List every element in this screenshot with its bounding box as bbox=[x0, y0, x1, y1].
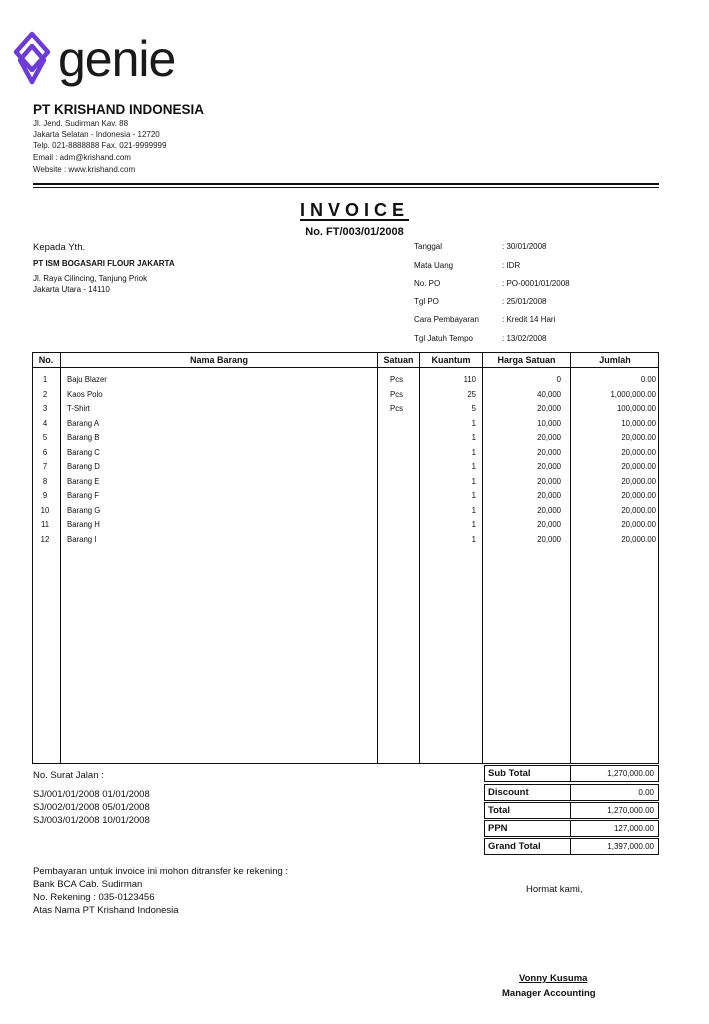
signatory-title: Manager Accounting bbox=[502, 988, 596, 999]
cell-no: 12 bbox=[40, 534, 50, 544]
cell-no: 7 bbox=[42, 462, 48, 471]
totals-divider bbox=[570, 785, 571, 801]
meta-label-po-date: Tgl PO bbox=[414, 297, 439, 306]
cell-quantity: 110 bbox=[463, 375, 476, 384]
totals-divider bbox=[570, 821, 571, 837]
meta-value-currency: : IDR bbox=[502, 261, 521, 270]
cell-amount: 20,000.00 bbox=[621, 505, 656, 515]
cell-item-name: Barang E bbox=[67, 476, 100, 486]
meta-value-date: : 30/01/2008 bbox=[502, 242, 547, 251]
discount-label: Discount bbox=[488, 787, 529, 798]
cell-item-name: Kaos Polo bbox=[67, 389, 103, 399]
logo-text: genie bbox=[58, 31, 176, 87]
cell-no: 5 bbox=[42, 433, 48, 442]
company-city: Jakarta Selatan - Indonesia - 12720 bbox=[33, 130, 160, 139]
cell-unit-price: 20,000 bbox=[537, 491, 561, 500]
subtotal-label: Sub Total bbox=[488, 768, 531, 779]
cell-no: 8 bbox=[42, 476, 48, 486]
payment-bank: Bank BCA Cab. Sudirman bbox=[33, 879, 143, 890]
cell-quantity: 1 bbox=[471, 418, 476, 428]
cell-amount: 20,000.00 bbox=[621, 476, 656, 486]
cell-item-name: Barang H bbox=[67, 520, 100, 529]
recipient-address: Jl. Raya Cilincing, Tanjung Priok bbox=[33, 274, 148, 283]
table-row bbox=[32, 417, 659, 432]
cell-unit: Pcs bbox=[390, 375, 403, 384]
cell-amount: 100,000.00 bbox=[616, 404, 656, 413]
cell-unit-price: 20,000 bbox=[537, 404, 561, 413]
cell-quantity: 1 bbox=[471, 491, 476, 500]
table-row bbox=[32, 431, 659, 446]
payment-account-name: Atas Nama PT Krishand Indonesia bbox=[33, 905, 179, 916]
total-row bbox=[484, 802, 659, 819]
header-no: No. bbox=[38, 355, 54, 365]
total-value: 1,270,000.00 bbox=[607, 806, 654, 815]
recipient-name: PT ISM BOGASARI FLOUR JAKARTA bbox=[33, 259, 175, 268]
cell-amount: 20,000.00 bbox=[621, 491, 656, 500]
cell-unit-price: 20,000 bbox=[537, 534, 561, 544]
totals-divider bbox=[570, 766, 571, 782]
meta-label-date: Tanggal bbox=[414, 242, 443, 251]
delivery-note-item: SJ/002/01/2008 05/01/2008 bbox=[33, 802, 150, 813]
closing-regards: Hormat kami, bbox=[526, 884, 583, 895]
tax-row bbox=[484, 820, 659, 837]
table-row bbox=[32, 460, 659, 475]
cell-no: 10 bbox=[40, 505, 50, 515]
invoice-number: No. FT/003/01/2008 bbox=[305, 226, 404, 238]
tax-label: PPN bbox=[488, 823, 508, 834]
meta-value-payment-method: : Kredit 14 Hari bbox=[502, 315, 556, 324]
table-row bbox=[32, 504, 659, 519]
table-row bbox=[32, 402, 659, 417]
cell-item-name: Barang F bbox=[67, 491, 100, 500]
payment-instruction: Pembayaran untuk invoice ini mohon ditransfer ke rekening : bbox=[33, 866, 289, 877]
cell-item-name: Barang G bbox=[67, 505, 101, 515]
cell-unit-price: 20,000 bbox=[537, 447, 561, 457]
cell-quantity: 5 bbox=[471, 404, 476, 413]
cell-amount: 20,000.00 bbox=[621, 447, 656, 457]
cell-amount: 20,000.00 bbox=[621, 534, 656, 544]
cell-unit: Pcs bbox=[390, 389, 403, 399]
recipient-city: Jakarta Utara - 14110 bbox=[33, 285, 110, 294]
cell-unit-price: 0 bbox=[556, 375, 561, 384]
delivery-note-label: No. Surat Jalan : bbox=[33, 770, 104, 781]
company-website: Website : www.krishand.com bbox=[33, 165, 136, 174]
totals-divider bbox=[570, 839, 571, 855]
cell-amount: 0.00 bbox=[640, 375, 656, 384]
tax-value: 127,000.00 bbox=[613, 824, 654, 833]
table-row bbox=[32, 489, 659, 504]
grand-total-row bbox=[484, 838, 659, 855]
cell-item-name: Barang D bbox=[67, 462, 100, 471]
header-item-name: Nama Barang bbox=[189, 355, 249, 365]
cell-quantity: 1 bbox=[471, 447, 476, 457]
cell-quantity: 1 bbox=[471, 520, 476, 529]
cell-unit-price: 40,000 bbox=[537, 389, 561, 399]
grand-total-label: Grand Total bbox=[488, 841, 541, 852]
delivery-note-item: SJ/001/01/2008 01/01/2008 bbox=[33, 789, 150, 800]
grand-total-value: 1,397,000.00 bbox=[607, 842, 654, 851]
table-row bbox=[32, 475, 659, 490]
cell-unit: Pcs bbox=[390, 404, 403, 413]
company-phone: Telp. 021-8888888 Fax. 021-9999999 bbox=[33, 141, 167, 150]
cell-no: 1 bbox=[42, 375, 48, 384]
header-amount: Jumlah bbox=[599, 355, 631, 365]
cell-item-name: Baju Blazer bbox=[67, 375, 107, 384]
header-unit: Satuan bbox=[383, 355, 414, 365]
cell-quantity: 1 bbox=[471, 534, 476, 544]
cell-no: 6 bbox=[42, 447, 48, 457]
cell-unit-price: 20,000 bbox=[537, 505, 561, 515]
meta-value-po: : PO-0001/01/2008 bbox=[502, 279, 570, 288]
table-row bbox=[32, 518, 659, 533]
table-row bbox=[32, 533, 659, 548]
meta-label-due-date: Tgl Jatuh Tempo bbox=[414, 334, 473, 343]
delivery-note-item: SJ/003/01/2008 10/01/2008 bbox=[33, 815, 150, 826]
discount-value: 0.00 bbox=[638, 788, 654, 797]
header-divider bbox=[33, 183, 659, 185]
cell-item-name: Barang C bbox=[67, 447, 100, 457]
cell-quantity: 1 bbox=[471, 476, 476, 486]
cell-amount: 20,000.00 bbox=[621, 520, 656, 529]
cell-unit-price: 20,000 bbox=[537, 520, 561, 529]
header-divider-thin bbox=[33, 187, 659, 188]
meta-label-currency: Mata Uang bbox=[414, 261, 454, 270]
genie-logo-icon bbox=[10, 30, 56, 86]
cell-item-name: T-Shirt bbox=[67, 404, 90, 413]
header-unit-price: Harga Satuan bbox=[497, 355, 556, 365]
cell-unit-price: 10,000 bbox=[537, 418, 561, 428]
cell-amount: 20,000.00 bbox=[621, 433, 656, 442]
meta-value-due-date: : 13/02/2008 bbox=[502, 334, 547, 343]
cell-item-name: Barang I bbox=[67, 534, 97, 544]
cell-no: 11 bbox=[40, 520, 50, 529]
cell-quantity: 1 bbox=[471, 462, 476, 471]
cell-amount: 10,000.00 bbox=[621, 418, 656, 428]
cell-quantity: 1 bbox=[471, 433, 476, 442]
signatory-name: Vonny Kusuma bbox=[519, 973, 588, 984]
cell-no: 2 bbox=[42, 389, 48, 399]
cell-quantity: 25 bbox=[467, 389, 476, 399]
discount-row bbox=[484, 784, 659, 801]
totals-divider bbox=[570, 803, 571, 819]
cell-amount: 20,000.00 bbox=[621, 462, 656, 471]
cell-item-name: Barang B bbox=[67, 433, 100, 442]
subtotal-row bbox=[484, 765, 659, 782]
cell-quantity: 1 bbox=[471, 505, 476, 515]
cell-unit-price: 20,000 bbox=[537, 433, 561, 442]
company-name: PT KRISHAND INDONESIA bbox=[33, 102, 205, 117]
company-address: Jl. Jend. Sudirman Kav. 88 bbox=[33, 119, 129, 128]
company-email: Email : adm@krishand.com bbox=[33, 153, 131, 162]
total-label: Total bbox=[488, 805, 510, 816]
subtotal-value: 1,270,000.00 bbox=[607, 769, 654, 778]
payment-account-number: No. Rekening : 035-0123456 bbox=[33, 892, 155, 903]
meta-label-po: No. PO bbox=[414, 279, 441, 288]
invoice-title: INVOICE bbox=[299, 200, 409, 220]
table-row bbox=[32, 446, 659, 461]
cell-item-name: Barang A bbox=[67, 418, 100, 428]
header-quantity: Kuantum bbox=[431, 355, 471, 365]
cell-no: 3 bbox=[42, 404, 48, 413]
cell-amount: 1,000,000.00 bbox=[610, 389, 656, 399]
cell-no: 4 bbox=[42, 418, 48, 428]
meta-value-po-date: : 25/01/2008 bbox=[502, 297, 547, 306]
table-row bbox=[32, 373, 659, 388]
cell-unit-price: 20,000 bbox=[537, 462, 561, 471]
table-row bbox=[32, 388, 659, 403]
meta-label-payment-method: Cara Pembayaran bbox=[414, 315, 479, 324]
cell-no: 9 bbox=[42, 491, 48, 500]
recipient-label: Kepada Yth. bbox=[33, 242, 86, 253]
cell-unit-price: 20,000 bbox=[537, 476, 561, 486]
